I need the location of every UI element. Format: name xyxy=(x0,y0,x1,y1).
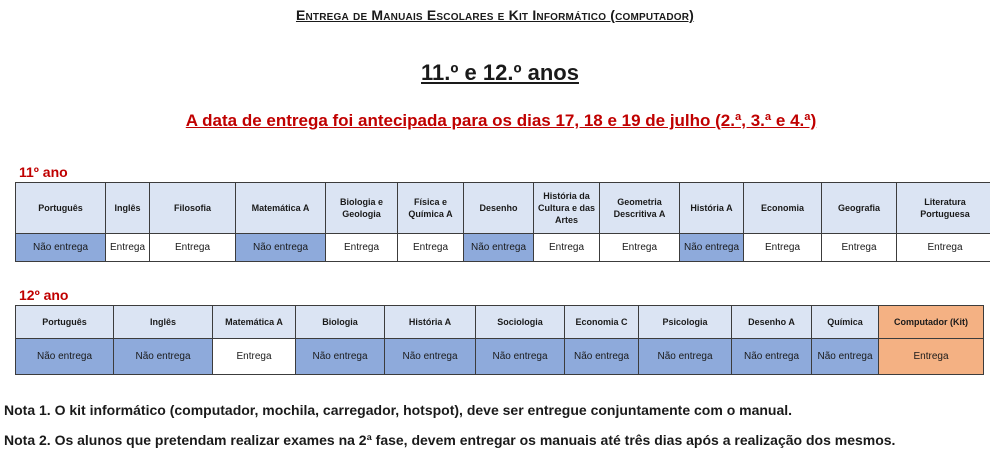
delivery-status-cell: Entrega xyxy=(106,234,150,262)
subject-header-cell: Inglês xyxy=(106,183,150,234)
delivery-status-cell: Entrega xyxy=(150,234,236,262)
grade-11-table xyxy=(15,182,990,262)
subject-header-cell: Psicologia xyxy=(639,306,732,339)
delivery-status-cell: Entrega xyxy=(879,339,984,375)
note-1: Nota 1. O kit informático (computador, mochila, carregador, hotspot), deve ser entregue conjuntamente com o manual. xyxy=(4,402,793,418)
delivery-date-notice: A data de entrega foi antecipada para os dias 17, 18 e 19 de julho (2.ª, 3.ª e 4.ª) xyxy=(185,111,817,130)
grade-12-header-row xyxy=(16,306,984,339)
subject-header-cell: Economia xyxy=(744,183,822,234)
delivery-status-cell: Não entrega xyxy=(812,339,879,375)
subject-header-cell: Química xyxy=(812,306,879,339)
subject-header-cell: Biologia e Geologia xyxy=(326,183,398,234)
delivery-status-cell: Entrega xyxy=(534,234,600,262)
subject-header-cell: Economia C xyxy=(565,306,639,339)
delivery-status-cell: Não entrega xyxy=(476,339,565,375)
delivery-status-cell: Não entrega xyxy=(732,339,812,375)
subject-header-cell: Sociologia xyxy=(476,306,565,339)
delivery-status-cell: Entrega xyxy=(744,234,822,262)
years-title: 11.º e 12.º anos xyxy=(421,60,579,85)
subject-header-cell: Computador (Kit) xyxy=(879,306,984,339)
delivery-status-cell: Não entrega xyxy=(639,339,732,375)
subject-header-cell: Física e Química A xyxy=(398,183,464,234)
delivery-status-cell: Não entrega xyxy=(114,339,213,375)
subject-header-cell: Português xyxy=(16,306,114,339)
delivery-status-cell: Entrega xyxy=(213,339,296,375)
subject-header-cell: Filosofia xyxy=(150,183,236,234)
note-2: Nota 2. Os alunos que pretendam realizar exames na 2ª fase, devem entregar os manuais até três dias após a realização dos mesmos. xyxy=(4,432,896,448)
subject-header-cell: Literatura Portuguesa xyxy=(897,183,990,234)
document-title: Entrega de Manuais Escolares e Kit Informático (computador) xyxy=(295,7,695,23)
delivery-status-cell: Não entrega xyxy=(565,339,639,375)
delivery-status-cell: Não entrega xyxy=(385,339,476,375)
subject-header-cell: Matemática A xyxy=(213,306,296,339)
delivery-status-cell: Entrega xyxy=(897,234,990,262)
delivery-status-cell: Não entrega xyxy=(464,234,534,262)
subject-header-cell: Desenho A xyxy=(732,306,812,339)
subject-header-cell: Geometria Descritiva A xyxy=(600,183,680,234)
grade-12-label: 12º ano xyxy=(19,287,69,303)
subject-header-cell: Desenho xyxy=(464,183,534,234)
grade-11-label: 11º ano xyxy=(19,164,68,180)
subject-header-cell: Português xyxy=(16,183,106,234)
subject-header-cell: Inglês xyxy=(114,306,213,339)
delivery-status-cell: Não entrega xyxy=(16,234,106,262)
subject-header-cell: Matemática A xyxy=(236,183,326,234)
delivery-status-cell: Não entrega xyxy=(296,339,385,375)
delivery-status-cell: Não entrega xyxy=(236,234,326,262)
subject-header-cell: História A xyxy=(385,306,476,339)
delivery-status-cell: Entrega xyxy=(398,234,464,262)
subject-header-cell: Geografia xyxy=(822,183,897,234)
delivery-status-cell: Não entrega xyxy=(16,339,114,375)
subject-header-cell: História A xyxy=(680,183,744,234)
delivery-status-cell: Não entrega xyxy=(680,234,744,262)
grade-11-header-row xyxy=(16,183,990,234)
subject-header-cell: História da Cultura e das Artes xyxy=(534,183,600,234)
grade-12-table xyxy=(15,305,984,375)
subject-header-cell: Biologia xyxy=(296,306,385,339)
delivery-status-cell: Entrega xyxy=(822,234,897,262)
delivery-status-cell: Entrega xyxy=(326,234,398,262)
grade-11-status-row xyxy=(16,234,990,262)
grade-12-status-row xyxy=(16,339,984,375)
delivery-status-cell: Entrega xyxy=(600,234,680,262)
